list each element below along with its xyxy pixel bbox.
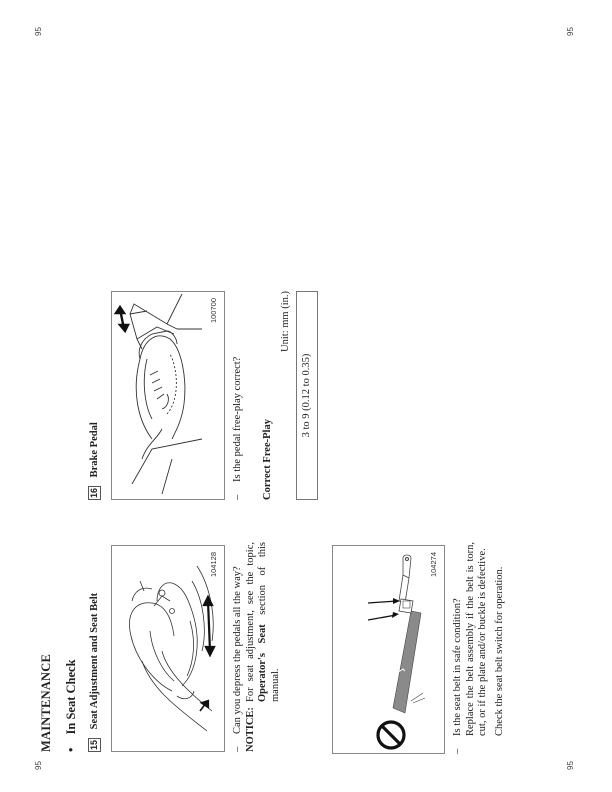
check-item: –Can you depress the pedals all the way? [232, 566, 243, 752]
section-title: MAINTENANCE [39, 653, 53, 752]
brake-check-text: –Is the pedal free-play correct? [232, 356, 243, 500]
item-title: Brake Pedal [88, 422, 100, 478]
brake-pedal-illustration-icon [112, 292, 224, 499]
seat-illustration-icon [112, 546, 224, 751]
item-title: Seat Adjustment and Seat Belt [88, 592, 100, 730]
spec-value: 3 to 9 (0.12 to 0.35) [301, 353, 312, 438]
bullet: • [64, 747, 78, 752]
seat-belt-illustration-icon [333, 546, 444, 753]
figure-seat-belt [332, 545, 445, 754]
belt-paragraph: Replace the belt assembly if the belt is torn, cut, or if the plate and/or buckle is defective. [464, 542, 488, 736]
seat-check-text [232, 542, 282, 752]
check-item: –Is the seat belt in safe condition? [452, 598, 463, 754]
page-number-bottom-right: 95 [566, 761, 575, 770]
item-number-box: 16 [89, 487, 99, 498]
figure-id: 104128 [209, 552, 218, 578]
figure-id: 104274 [429, 552, 438, 578]
page-number-top-right: 95 [566, 27, 575, 36]
page-number-bottom-left: 95 [34, 761, 43, 770]
spec-unit: Unit: mm (in.) [280, 291, 291, 352]
page-number-top-left: 95 [34, 27, 43, 36]
item-15-heading [88, 593, 101, 752]
notice [245, 542, 283, 752]
subsection-title: In Seat Check [64, 659, 78, 735]
belt-paragraph: Check the seat belt switch for operation. [493, 566, 505, 736]
notice-label: NOTICE: [244, 707, 256, 752]
spec-title: Correct Free-Play [262, 419, 273, 500]
subsection-heading [64, 659, 79, 752]
item-number-box: 15 [89, 739, 99, 750]
notice-text: For seat adjustment, see the topic, Operator's Seat section of this manual. [244, 542, 281, 702]
figure-brake-pedal [111, 291, 225, 500]
figure-seat-adjustment [111, 545, 225, 752]
item-16-heading [88, 422, 101, 500]
figure-id: 100700 [209, 298, 218, 324]
seat-belt-check-text [452, 542, 506, 754]
spec-value-box [296, 291, 318, 500]
